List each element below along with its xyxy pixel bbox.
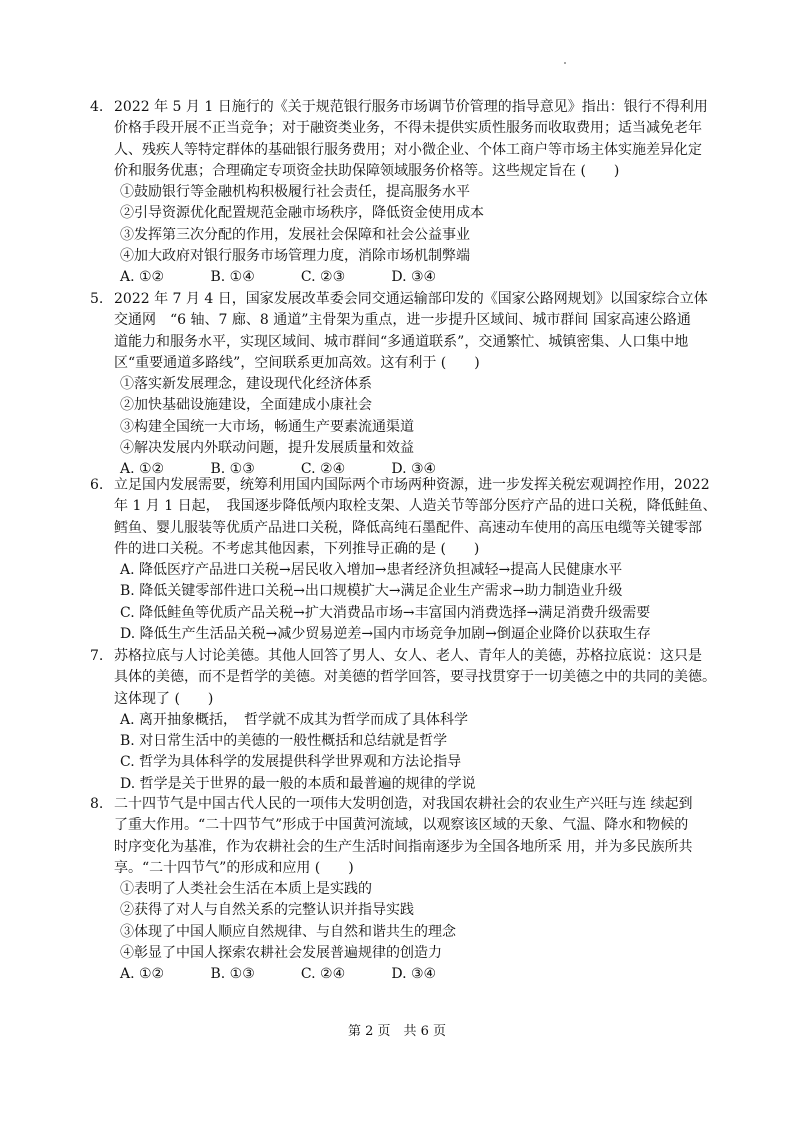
statement-option: ②加快基础设施建设，全面建成小康社会 (120, 397, 372, 414)
question-4 (90, 97, 730, 289)
answer-choice-c: C. ②④ (300, 966, 346, 983)
answer-option-a: A. 离开抽象概括， 哲学就不成其为哲学而成了具体科学 (120, 711, 469, 728)
statement-option: ③体现了中国人顺应自然规律、与自然和谐共生的理念 (120, 923, 456, 940)
answer-choice-d: D. ③④ (391, 966, 437, 983)
page-number-footer: 第 2 页 共 6 页 (347, 1024, 447, 1039)
answer-choice-a: A. ①② (120, 269, 165, 286)
statement-option: ②获得了对人与自然关系的完整认识并指导实践 (120, 902, 414, 919)
question-stem-line: 价和服务优惠；合理确定专项资金扶助保障领域服务价格等。这些规定旨在 ( ) (114, 162, 620, 179)
question-8 (90, 794, 730, 986)
statement-option: ③发挥第三次分配的作用，发展社会保障和社会公益事业 (120, 226, 470, 243)
question-number: 6. (90, 477, 104, 493)
question-stem-line: 年 1 月 1 日起， 我国逐步降低颅内取栓支架、人造关节等部分医疗产品的进口关税，降低鲑鱼、 (114, 498, 717, 515)
answer-option-c: C. 哲学为具体科学的发展提供科学世界观和方法论指导 (120, 754, 462, 771)
answer-option-d: D. 哲学是关于世界的最一般的本质和最普遍的规律的学说 (120, 775, 476, 792)
answer-choice-d: D. ③④ (391, 269, 437, 286)
statement-option: ①鼓励银行等金融机构积极履行社会责任，提高服务水平 (120, 184, 470, 201)
question-number: 8. (90, 796, 104, 812)
question-stem-line: 人、残疾人等特定群体的基础银行服务费用；对小微企业、个体工商户等市场主体实施差异化定 (114, 141, 702, 158)
scan-speck (564, 62, 566, 64)
question-stem-line: 二十四节气是中国古代人民的一项伟大发明创造，对我国农耕社会的农业生产兴旺与连 续起到 (114, 796, 693, 812)
question-stem-line: 立足国内发展需要，统筹利用国内国际两个市场两种资源，进一步发挥关税宏观调控作用，2022 (114, 477, 710, 493)
answer-option-c: C. 降低鲑鱼等优质产品关税→扩大消费品市场→丰富国内消费选择→满足消费升级需要 (120, 604, 651, 621)
question-5 (90, 289, 730, 481)
answer-choice-c: C. ②③ (300, 269, 346, 286)
question-stem-line: 鳕鱼、婴儿服装等优质产品进口关税，降低高纯石墨配件、高速动车使用的高压电缆等关键零部 (114, 519, 702, 536)
answer-option-a: A. 降低医疗产品进口关税→居民收入增加→患者经济负担减轻→提高人民健康水平 (120, 562, 623, 579)
question-stem-line: 2022 年 7 月 4 日，国家发展改革委会同交通运输部印发的《国家公路网规划》以国家综合立体 (114, 291, 708, 307)
statement-option: ③构建全国统一大市场，畅通生产要素流通渠道 (120, 418, 414, 435)
question-stem-line: 区“重要通道多路线”，空间联系更加高效。这有利于 ( ) (114, 354, 480, 371)
answer-option-d: D. 降低生产生活品关税→减少贸易逆差→国内市场竞争加剧→倒逼企业降价以获取生存 (120, 626, 651, 643)
answer-choice-b: B. ①③ (210, 461, 255, 478)
answer-option-b: B. 降低关键零部件进口关税→出口规模扩大→满足企业生产需求→助力制造业升级 (120, 583, 623, 600)
question-stem-line: 2022 年 5 月 1 日施行的《关于规范银行服务市场调节价管理的指导意见》指出：银行不得利用 (114, 99, 708, 115)
statement-option: ④解决发展内外联动问题，提升发展质量和效益 (120, 440, 414, 457)
statement-option: ④加大政府对银行服务市场管理力度，消除市场机制弊端 (120, 248, 470, 265)
question-stem-line: 苏格拉底与人讨论美德。其他人回答了男人、女人、老人、青年人的美德，苏格拉底说：这只是 (114, 648, 702, 664)
question-stem-line: 了重大作用。“二十四节气”形成于中国黄河流域，以观察该区域的天象、气温、降水和物候的 (114, 817, 689, 834)
question-number: 4. (90, 99, 104, 115)
question-stem-line: 具体的美德，而不是哲学的美德。对美德的哲学回答，要寻找贯穿于一切美德之中的共同的美德。 (114, 669, 716, 686)
answer-choice-b: B. ①④ (210, 269, 255, 286)
answer-choice-a: A. ①② (120, 461, 165, 478)
question-stem-line: 件的进口关税。不考虑其他因素，下列推导正确的是 ( ) (114, 540, 480, 557)
question-stem-line: 价格手段开展不正当竞争；对于融资类业务，不得未提供实质性服务而收取费用；适当减免老年 (114, 120, 702, 137)
statement-option: ①表明了人类社会生活在本质上是实践的 (120, 881, 372, 898)
question-stem-line: 享。“二十四节气”的形成和应用 ( ) (114, 859, 354, 876)
question-stem-line: 道能力和服务水平，实现区域间、城市群间“多通道联系”，交通繁忙、城镇密集、人口集中地 (114, 333, 689, 350)
question-stem-line: 这体现了 ( ) (114, 690, 214, 707)
question-7 (90, 646, 730, 795)
statement-option: ②引导资源优化配置规范金融市场秩序，降低资金使用成本 (120, 205, 484, 222)
statement-option: ①落实新发展理念，建设现代化经济体系 (120, 376, 372, 393)
answer-choice-b: B. ①③ (210, 966, 255, 983)
question-6 (90, 475, 730, 645)
answer-option-b: B. 对日常生活中的美德的一般性概括和总结就是哲学 (120, 733, 448, 750)
answer-choice-a: A. ①② (120, 966, 165, 983)
answer-choices (120, 267, 730, 288)
question-number: 5. (90, 291, 104, 307)
question-stem-line: 时序变化为基准，作为农耕社会的生产生活时间指南逐步为全国各地所采 用，并为多民族所共 (114, 838, 693, 855)
question-stem-line: 交通网 “6 轴、7 廊、8 通道”主骨架为重点，进一步提升区域间、城市群间 国家高速公路通 (114, 312, 691, 329)
statement-option: ④彰显了中国人探索农耕社会发展普遍规律的创造力 (120, 945, 442, 962)
question-number: 7. (90, 648, 104, 664)
answer-choice-c: C. ②④ (300, 461, 346, 478)
answer-choices (120, 964, 730, 985)
answer-choice-d: D. ③④ (391, 461, 437, 478)
